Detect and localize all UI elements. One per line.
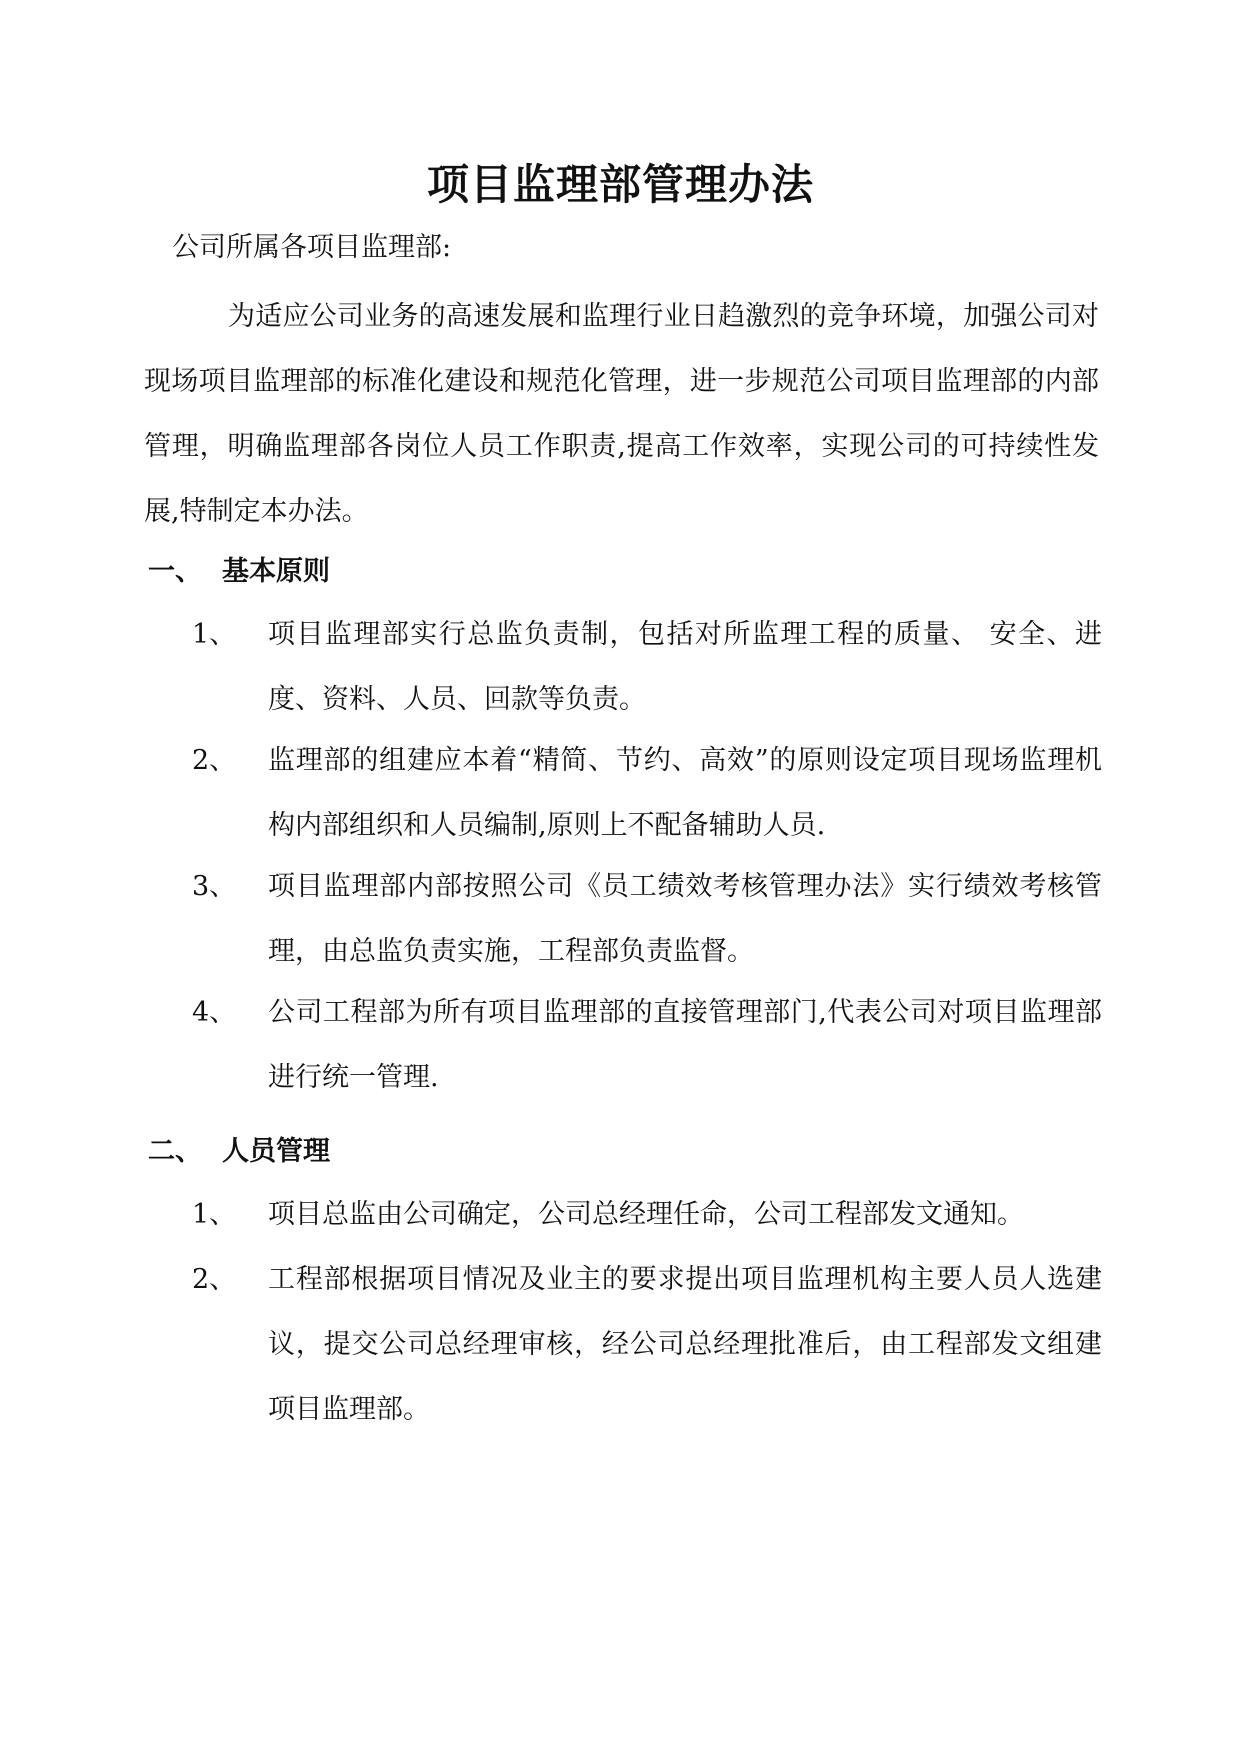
- item-text: 工程部根据项目情况及业主的要求提出项目监理机构主要人员人选建议，提交公司总经理审核，经公司总经理批准后，由工程部发文组建项目监理部。: [268, 1264, 1102, 1425]
- list-item: [192, 1247, 1102, 1442]
- item-number: 2、: [192, 745, 237, 776]
- list-item: [192, 980, 1102, 1110]
- document-title: 项目监理部管理办法: [426, 160, 814, 209]
- section-number: 一、: [148, 556, 202, 587]
- item-number: 1、: [192, 619, 237, 650]
- section-title: 人员管理: [222, 1136, 330, 1167]
- item-text: 项目监理部实行总监负责制，包括对所监理工程的质量、 安全、进度、资料、人员、回款等负责。: [268, 619, 1102, 715]
- item-number: 2、: [192, 1264, 237, 1295]
- list-item: [192, 728, 1102, 858]
- item-text: 项目总监由公司确定，公司总经理任命，公司工程部发文通知。: [268, 1199, 1024, 1230]
- list-item: [192, 854, 1102, 984]
- item-text: 公司工程部为所有项目监理部的直接管理部门,代表公司对项目监理部进行统一管理.: [268, 997, 1102, 1093]
- list-item: [192, 602, 1102, 732]
- section-heading-basic-principles: [148, 552, 330, 592]
- item-number: 3、: [192, 871, 237, 902]
- section-heading-personnel-management: [148, 1132, 330, 1172]
- salutation: 公司所属各项目监理部:: [172, 232, 452, 263]
- item-text: 监理部的组建应本着“精简、节约、高效”的原则设定项目现场监理机构内部组织和人员编制,原则上不配备辅助人员.: [268, 745, 1102, 841]
- intro-paragraph: 为适应公司业务的高速发展和监理行业日趋激烈的竞争环境，加强公司对现场项目监理部的标准化建设和规范化管理，进一步规范公司项目监理部的内部管理，明确监理部各岗位人员工作职责,提高工作效率，实现公司的可持续性发展,特制定本办法。: [144, 301, 1099, 527]
- item-number: 1、: [192, 1199, 237, 1230]
- section-number: 二、: [148, 1136, 202, 1167]
- list-item: [192, 1182, 1102, 1247]
- section-title: 基本原则: [222, 556, 330, 587]
- item-text: 项目监理部内部按照公司《员工绩效考核管理办法》实行绩效考核管理，由总监负责实施，工程部负责监督。: [268, 871, 1102, 967]
- item-number: 4、: [192, 997, 237, 1028]
